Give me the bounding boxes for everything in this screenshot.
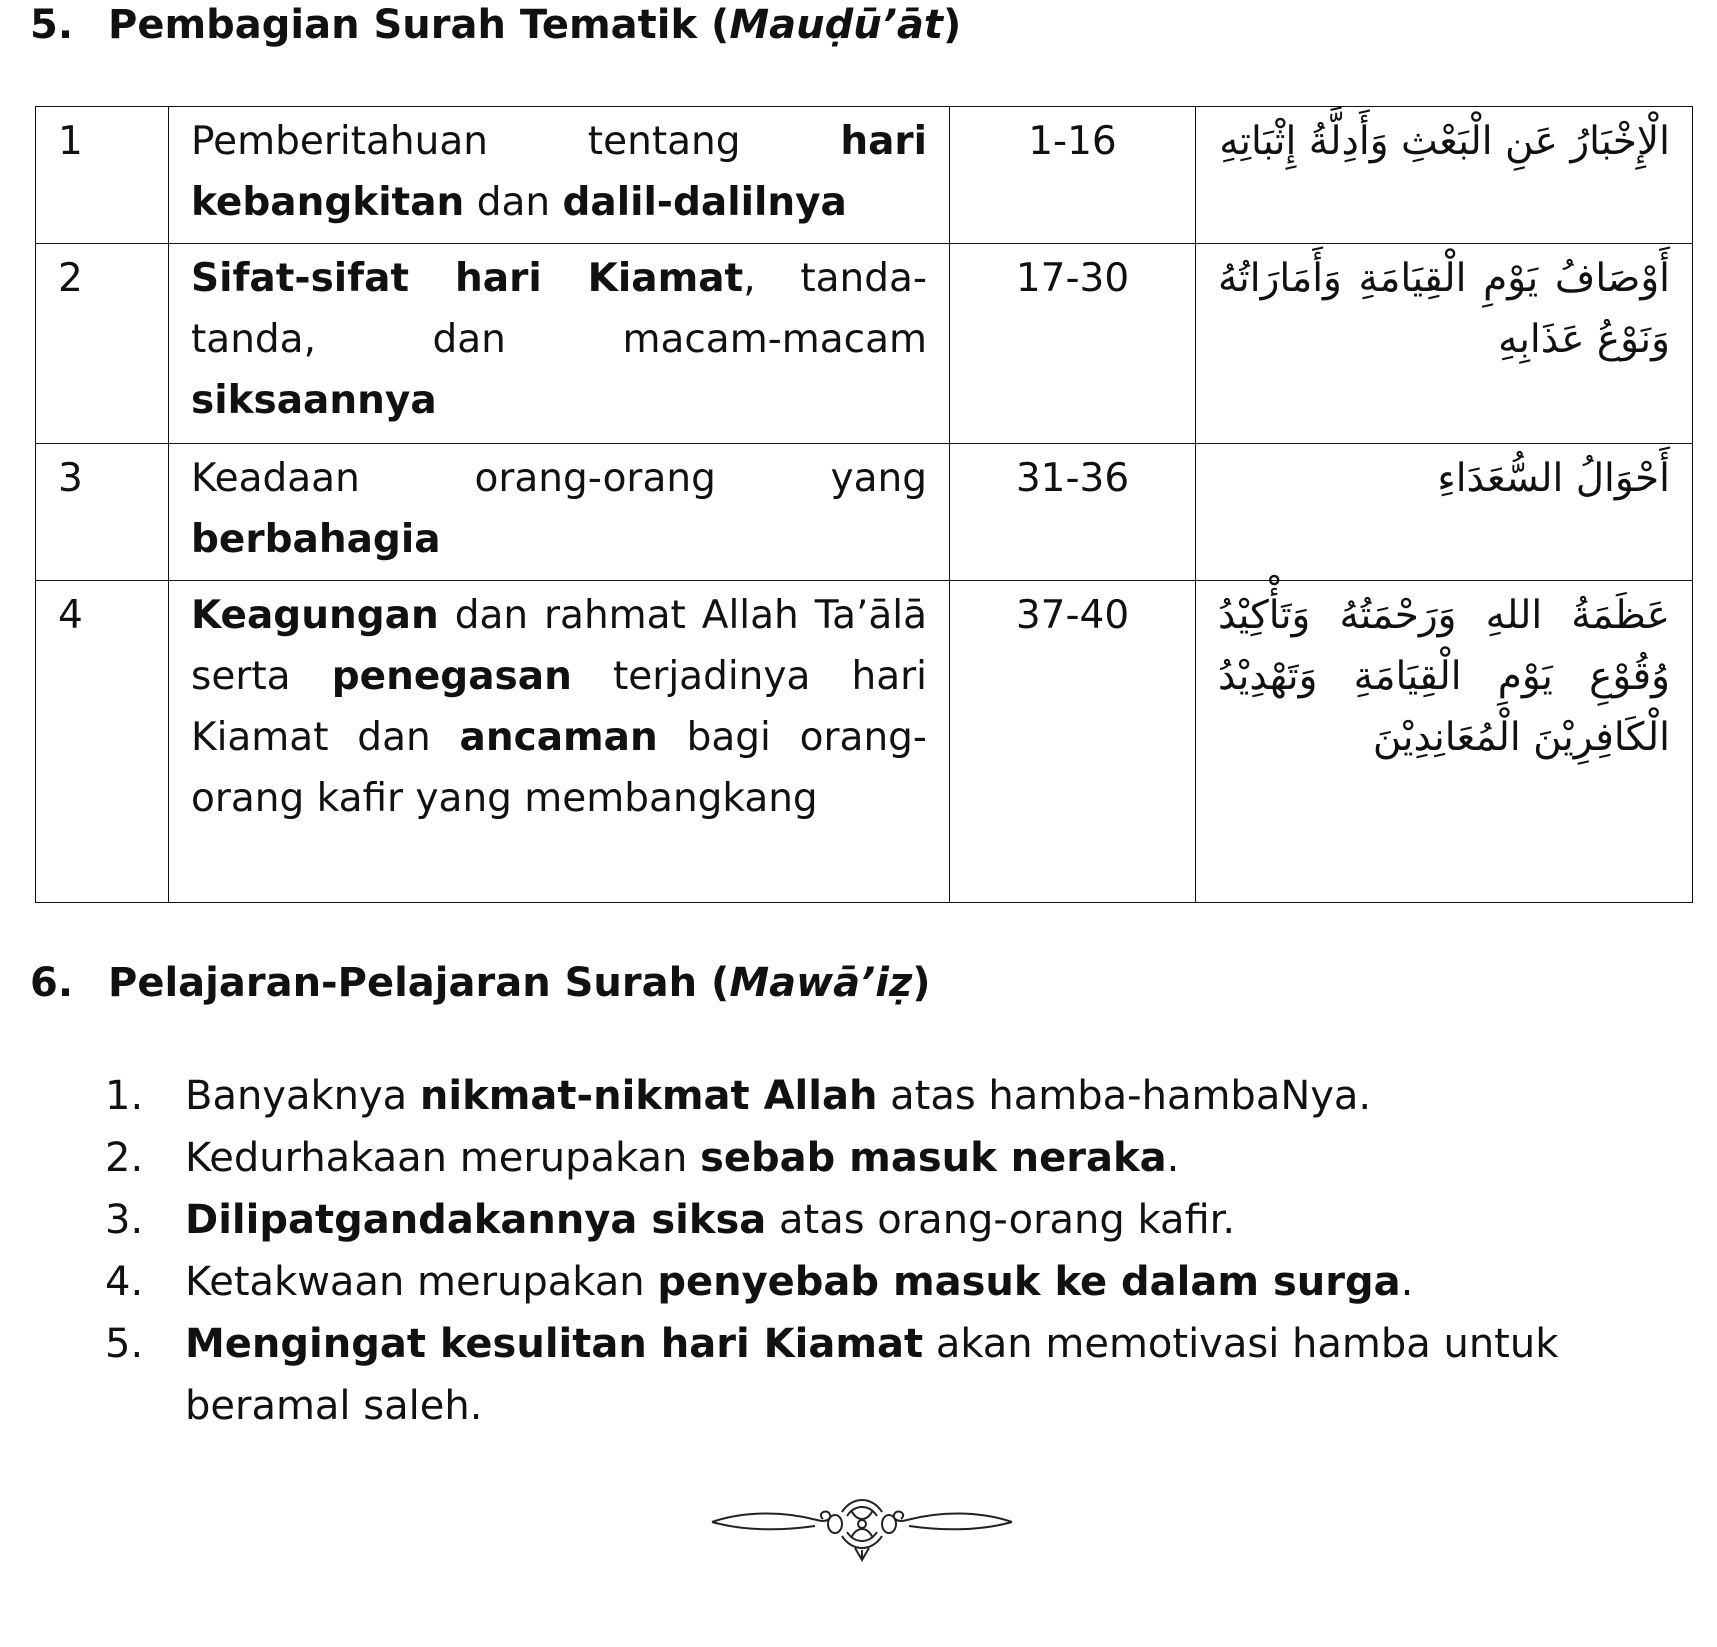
text-run: atas orang-orang kafir. (766, 1197, 1236, 1243)
text-run: Pemberitahuan tentang (191, 119, 841, 164)
list-item-text (185, 1259, 1413, 1305)
list-item (105, 1313, 1695, 1437)
section-title-transliteration: Mauḍū’āt (729, 2, 944, 48)
row-arabic: أَحْوَالُ السُّعَدَاءِ (1196, 444, 1693, 581)
list-item-number: 1. (105, 1073, 144, 1119)
row-arabic: عَظَمَةُ اللهِ وَرَحْمَتُهُ وَتَأْكِيْدُ وُقُوْعِ يَوْمِ الْقِيَامَةِ وَتَهْدِيْدُ الْكَافِرِيْنَ الْمُعَانِدِيْنَ (1196, 581, 1693, 903)
text-run: , tanda-tanda, dan macam-macam (191, 256, 927, 362)
text-run: terjadinya hari Kiamat dan (191, 654, 928, 760)
list-item (105, 1251, 1695, 1313)
list-item-text (185, 1073, 1371, 1119)
bold-text-run: nikmat-nikmat Allah (419, 1073, 878, 1119)
text-run: bagi orang-orang kafir yang membangkang (191, 715, 927, 821)
list-item (105, 1127, 1695, 1189)
text-run: Kedurhakaan merupakan (185, 1135, 701, 1181)
text-run: dan rahmat Allah Ta’ālā serta (191, 593, 927, 699)
bold-text-run: berbahagia (191, 517, 441, 562)
text-run: Banyaknya (185, 1073, 420, 1119)
section-title: Pelajaran-Pelajaran Surah ( (108, 960, 730, 1006)
text-run: Ketakwaan merupakan (185, 1259, 658, 1305)
row-description (169, 581, 950, 903)
list-item-number: 3. (105, 1197, 144, 1243)
bold-text-run: Mengingat kesulitan hari Kiamat (185, 1321, 924, 1367)
text-run: . (1166, 1135, 1180, 1181)
section-title-close: ) (943, 2, 962, 48)
row-description (169, 244, 950, 444)
section-title: Pembagian Surah Tematik ( (108, 2, 730, 48)
flourish-divider-icon (707, 1482, 1017, 1562)
list-item-number: 2. (105, 1135, 144, 1181)
list-item-text (185, 1321, 1558, 1429)
bold-text-run: Keagungan (191, 593, 439, 638)
text-run: Keadaan orang-orang yang (191, 456, 927, 501)
row-description (169, 107, 950, 244)
bold-text-run: penegasan (331, 654, 572, 699)
list-item-text (185, 1197, 1235, 1243)
bold-text-run: Sifat-sifat hari Kiamat (191, 256, 744, 301)
row-description (169, 444, 950, 581)
row-number: 3 (36, 444, 169, 581)
row-number: 2 (36, 244, 169, 444)
table-row (36, 244, 1693, 444)
thematic-division-table (35, 106, 1693, 903)
section-number: 5. (30, 2, 74, 48)
list-item (105, 1065, 1695, 1127)
section-5-heading (30, 2, 961, 48)
row-arabic: أَوْصَافُ يَوْمِ الْقِيَامَةِ وَأَمَارَاتُهُ وَنَوْعُ عَذَابِهِ (1196, 244, 1693, 444)
bold-text-run: sebab masuk neraka (700, 1135, 1167, 1181)
row-verses: 37-40 (950, 581, 1196, 903)
bold-text-run: penyebab masuk ke dalam surga (657, 1259, 1401, 1305)
bold-text-run: ancaman (459, 715, 658, 760)
section-title-close: ) (912, 960, 931, 1006)
bold-text-run: dalil-dalilnya (562, 180, 847, 225)
row-verses: 31-36 (950, 444, 1196, 581)
bold-text-run: hari kebangkitan (191, 119, 927, 225)
text-run: atas hamba-hambaNya. (877, 1073, 1372, 1119)
list-item-number: 5. (105, 1321, 144, 1367)
section-6-heading (30, 960, 931, 1006)
section-number: 6. (30, 960, 74, 1006)
row-arabic: الْإِخْبَارُ عَنِ الْبَعْثِ وَأَدِلَّةُ إِثْبَاتِهِ (1196, 107, 1693, 244)
table-row (36, 444, 1693, 581)
lessons-list (105, 1065, 1695, 1437)
table-row (36, 581, 1693, 903)
bold-text-run: Dilipatgandakannya siksa (185, 1197, 767, 1243)
text-run: dan (464, 180, 563, 225)
list-item (105, 1189, 1695, 1251)
bold-text-run: siksaannya (191, 378, 437, 423)
row-verses: 1-16 (950, 107, 1196, 244)
row-verses: 17-30 (950, 244, 1196, 444)
section-title-transliteration: Mawā’iẓ (729, 960, 913, 1006)
list-item-text (185, 1135, 1179, 1181)
table-row (36, 107, 1693, 244)
list-item-number: 4. (105, 1259, 144, 1305)
text-run: . (1400, 1259, 1414, 1305)
row-number: 1 (36, 107, 169, 244)
table-body (36, 107, 1693, 903)
row-number: 4 (36, 581, 169, 903)
text-run: akan memotivasi hamba untuk beramal saleh. (185, 1321, 1559, 1429)
